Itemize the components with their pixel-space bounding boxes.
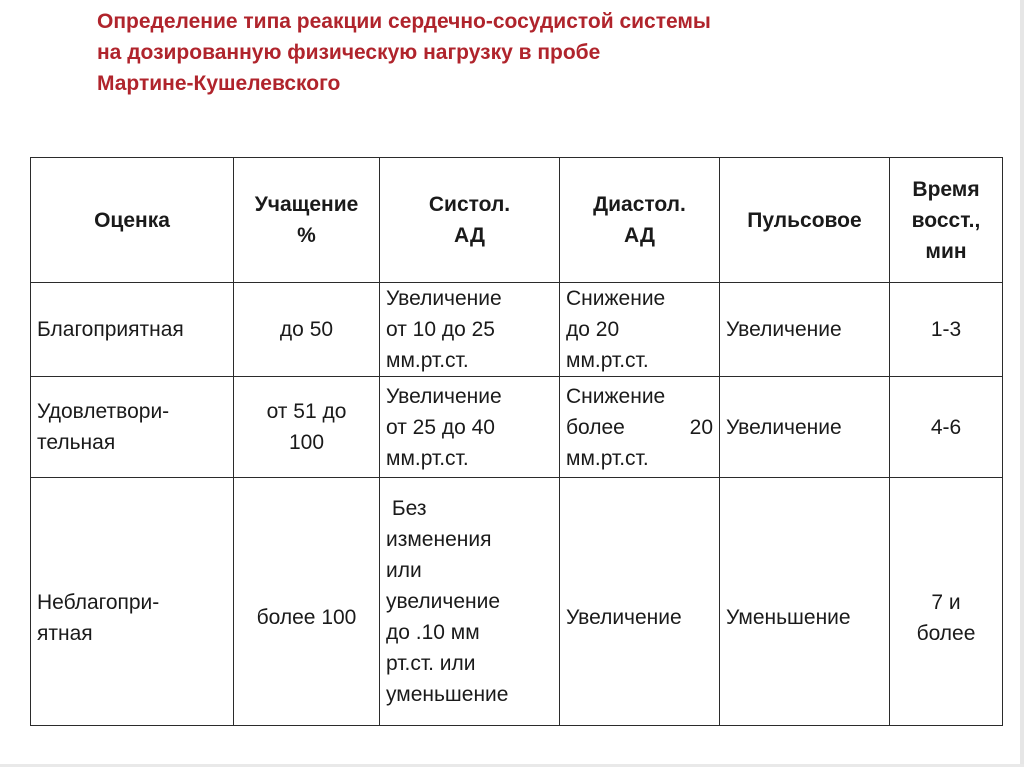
cell-ocenka: Благоприятная [31, 283, 234, 377]
table-row [31, 377, 1003, 478]
header-pulsovoe: Пульсовое [720, 158, 890, 283]
cell-pulsovoe: Уменьшение [720, 478, 890, 726]
header-vremya: Время восст., мин [890, 158, 1003, 283]
header-ocenka: Оценка [31, 158, 234, 283]
slide-title [97, 6, 977, 99]
slide-edge-right [1020, 0, 1024, 767]
cell-ocenka: Неблагопри- ятная [31, 478, 234, 726]
table-row [31, 283, 1003, 377]
diastol-justified-line: более 20 [566, 415, 713, 439]
cell-sistol: Без изменения или увеличение до .10 мм рт.ст. или уменьшение [380, 478, 560, 726]
cell-sistol: Увеличение от 10 до 25 мм.рт.ст. [380, 283, 560, 377]
reaction-type-table [30, 157, 1003, 726]
cell-diastol: Снижение более 20 мм.рт.ст. [560, 377, 720, 478]
cell-ocenka: Удовлетвори- тельная [31, 377, 234, 478]
header-uchashchenie: Учащение % [234, 158, 380, 283]
cell-diastol: Снижение до 20 мм.рт.ст. [560, 283, 720, 377]
header-diastol: Диастол. АД [560, 158, 720, 283]
cell-vremya: 1-3 [890, 283, 1003, 377]
title-line-2: на дозированную физическую нагрузку в пробе [97, 41, 601, 64]
header-sistol: Систол. АД [380, 158, 560, 283]
cell-pulsovoe: Увеличение [720, 377, 890, 478]
cell-uchashchenie: более 100 [234, 478, 380, 726]
cell-uchashchenie: от 51 до 100 [234, 377, 380, 478]
cell-sistol: Увеличение от 25 до 40 мм.рт.ст. [380, 377, 560, 478]
table-header-row [31, 158, 1003, 283]
cell-uchashchenie: до 50 [234, 283, 380, 377]
cell-vremya: 7 и более [890, 478, 1003, 726]
cell-pulsovoe: Увеличение [720, 283, 890, 377]
cell-vremya: 4-6 [890, 377, 1003, 478]
cell-diastol: Увеличение [560, 478, 720, 726]
title-line-1: Определение типа реакции сердечно-сосудистой системы [97, 10, 711, 33]
table-row [31, 478, 1003, 726]
title-line-3: Мартине-Кушелевского [97, 72, 341, 95]
